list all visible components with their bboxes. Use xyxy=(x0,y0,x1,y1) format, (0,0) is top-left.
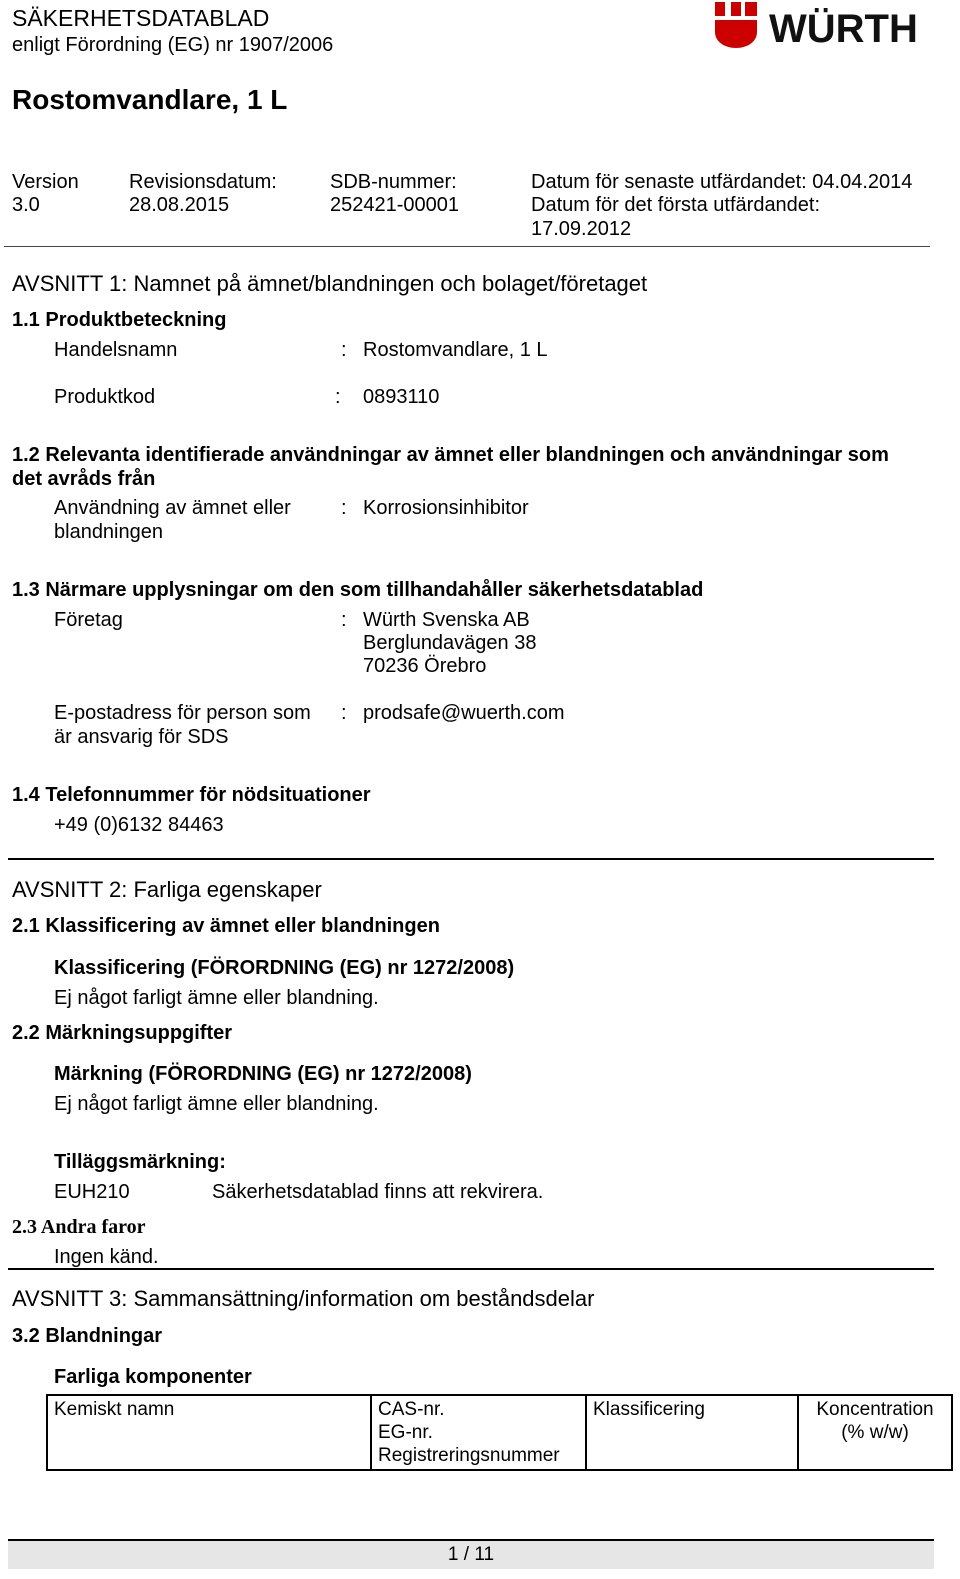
company-street: Berglundavägen 38 xyxy=(363,632,537,654)
use-label-line2: blandningen xyxy=(54,521,163,543)
company-name: Würth Svenska AB xyxy=(363,609,530,631)
section1-2-title-line2: det avråds från xyxy=(12,468,156,490)
labelling-heading: Märkning (FÖRORDNING (EG) nr 1272/2008) xyxy=(54,1063,472,1085)
revision-value: 28.08.2015 xyxy=(129,194,230,216)
emergency-phone: +49 (0)6132 84463 xyxy=(54,814,224,836)
trade-name-label: Handelsnamn xyxy=(54,339,178,361)
email-label-line1: E-postadress för person som xyxy=(54,702,311,724)
euh-code: EUH210 xyxy=(54,1181,130,1203)
section1-2-title-line1: 1.2 Relevanta identifierade användningar av ämnet eller blandningen och användningar som xyxy=(12,444,889,466)
use-value: Korrosionsinhibitor xyxy=(363,497,529,519)
col-classification: Klassificering xyxy=(586,1395,798,1470)
wurth-logo-text: WÜRTH xyxy=(769,7,918,50)
email-label-line2: är ansvarig för SDS xyxy=(54,726,229,748)
col-chemical-name: Kemiskt namn xyxy=(47,1395,371,1470)
colon: : xyxy=(341,702,347,724)
section1-4-title: 1.4 Telefonnummer för nödsituationer xyxy=(12,784,371,806)
first-issue-label: Datum för det första utfärdandet: xyxy=(531,194,821,216)
trade-name-value: Rostomvandlare, 1 L xyxy=(363,339,548,361)
last-issue-date: Datum för senaste utfärdandet: 04.04.2014 xyxy=(531,171,913,193)
concentration-unit: (% w/w) xyxy=(841,1422,909,1443)
version-label: Version xyxy=(12,171,79,193)
classification-heading: Klassificering (FÖRORDNING (EG) nr 1272/2008) xyxy=(54,957,515,979)
header-divider xyxy=(4,246,930,247)
wurth-logo-mark xyxy=(715,2,757,48)
section3-2-title: 3.2 Blandningar xyxy=(12,1325,163,1347)
document-title: SÄKERHETSDATABLAD xyxy=(12,5,270,31)
revision-label: Revisionsdatum: xyxy=(129,171,277,193)
email-value: prodsafe@wuerth.com xyxy=(363,702,565,724)
sdb-value: 252421-00001 xyxy=(330,194,460,216)
section1-title: AVSNITT 1: Namnet på ämnet/blandningen och bolaget/företaget xyxy=(12,271,648,296)
hazardous-components-heading: Farliga komponenter xyxy=(54,1366,252,1388)
colon: : xyxy=(341,609,347,631)
eg-label: EG-nr. xyxy=(378,1422,433,1443)
supplementary-heading: Tilläggsmärkning: xyxy=(54,1151,226,1173)
product-code-label: Produktkod xyxy=(54,386,156,408)
use-label-line1: Användning av ämnet eller xyxy=(54,497,291,519)
company-city: 70236 Örebro xyxy=(363,655,487,677)
page-footer xyxy=(8,1539,934,1569)
classification-text: Ej något farligt ämne eller blandning. xyxy=(54,987,379,1009)
regulation-subtitle: enligt Förordning (EG) nr 1907/2006 xyxy=(12,34,334,56)
concentration-label: Koncentration xyxy=(816,1399,934,1420)
product-code-value: 0893110 xyxy=(363,386,440,408)
colon: : xyxy=(341,497,347,519)
section2-3-title: 2.3 Andra faror xyxy=(12,1216,146,1238)
section2-2-title: 2.2 Märkningsuppgifter xyxy=(12,1022,233,1044)
section-divider xyxy=(8,1268,934,1270)
cas-label: CAS-nr. xyxy=(378,1399,445,1420)
table-header-row xyxy=(47,1395,952,1470)
product-title: Rostomvandlare, 1 L xyxy=(12,84,288,115)
col-concentration xyxy=(798,1395,952,1470)
colon: : xyxy=(335,386,341,408)
section2-1-title: 2.1 Klassificering av ämnet eller blandningen xyxy=(12,915,440,937)
company-label: Företag xyxy=(54,609,123,631)
other-hazards-text: Ingen känd. xyxy=(54,1246,159,1268)
registration-label: Registreringsnummer xyxy=(378,1445,560,1466)
section3-title: AVSNITT 3: Sammansättning/information om beståndsdelar xyxy=(12,1286,595,1311)
labelling-text: Ej något farligt ämne eller blandning. xyxy=(54,1093,379,1115)
sdb-label: SDB-nummer: xyxy=(330,171,457,193)
components-table xyxy=(46,1394,953,1471)
col-identifiers xyxy=(371,1395,586,1470)
euh-text: Säkerhetsdatablad finns att rekvirera. xyxy=(212,1181,544,1203)
wurth-logo xyxy=(713,2,933,50)
section2-title: AVSNITT 2: Farliga egenskaper xyxy=(12,877,322,902)
colon: : xyxy=(341,339,347,361)
first-issue-value: 17.09.2012 xyxy=(531,218,632,240)
section1-3-title: 1.3 Närmare upplysningar om den som tillhandahåller säkerhetsdatablad xyxy=(12,579,704,601)
page-number: 1 / 11 xyxy=(447,1544,495,1565)
section1-1-title: 1.1 Produktbeteckning xyxy=(12,309,227,331)
section-divider xyxy=(8,858,934,860)
version-value: 3.0 xyxy=(12,194,40,216)
